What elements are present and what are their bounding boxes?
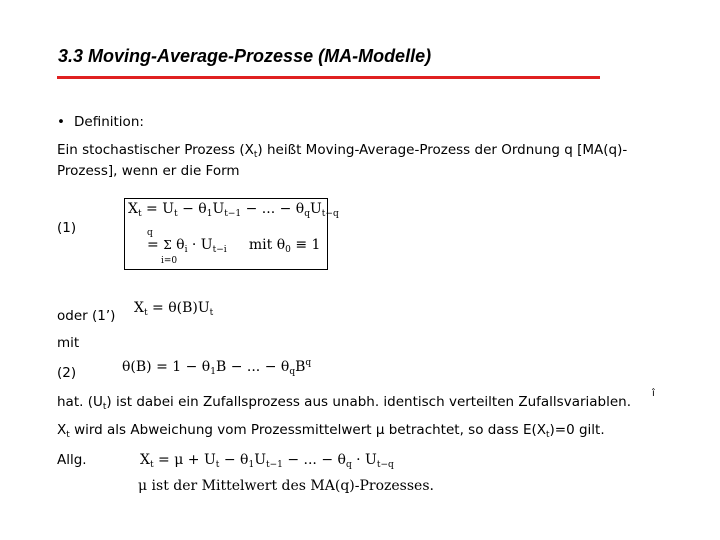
slide-title: 3.3 Moving-Average-Prozesse (MA-Modelle) <box>58 46 432 66</box>
label-mit: mit <box>57 335 80 351</box>
equation-1-line-1: $X_t = U_t - \theta_1U_{t-1}$ − ... − $\theta_qU_{t-q}$ <box>128 201 339 219</box>
equation-1-line-2: = Σ $\theta_i \cdot U_{t-i}$ mit $\theta_0 \equiv 1$ <box>147 237 321 255</box>
label-1: (1) <box>57 220 77 236</box>
hat-text-b: ) ist dabei ein Zufallsprozess aus unabh. identisch verteilten Zufallsvariablen. <box>106 394 632 410</box>
equation-1-sum-upper: q <box>147 228 153 238</box>
bullet-symbol: • <box>57 114 65 130</box>
x-text-a: X <box>57 422 67 438</box>
allg-label: Allg. <box>57 452 87 468</box>
x-text-c: )=0 gilt. <box>549 422 605 438</box>
intro-subscript: t <box>253 150 258 160</box>
equation-2: $\theta(B) = 1 - \theta_1B$ − ... − $\theta_qB^q$ <box>122 358 312 377</box>
label-1-prime: oder (1’) <box>57 308 116 324</box>
bullet-point <box>57 111 65 133</box>
intro-line-2: Prozess], wenn er die Form <box>57 163 240 179</box>
label-2: (2) <box>57 365 77 381</box>
equation-allg: $X_t = \mu + U_t - \theta_1U_{t-1}$ − ... − $\theta_q \cdot U_{t-q}$ <box>140 452 394 470</box>
x-subscript-1: t <box>66 430 70 440</box>
hat-mark: î <box>652 388 655 399</box>
x-subscript-2: t <box>546 430 550 440</box>
hat-text-a: hat. (U <box>57 394 103 410</box>
hat-line <box>57 391 631 418</box>
intro-text-a: Ein stochastischer Prozess (X <box>57 142 254 158</box>
definition-label: Definition: <box>74 114 144 130</box>
equation-allg-note: μ ist der Mittelwert des MA(q)-Prozesses. <box>138 478 434 494</box>
hat-subscript: t <box>102 402 107 412</box>
equation-1-box <box>124 198 339 270</box>
x-text-b: wird als Abweichung vom Prozessmittelwert μ betrachtet, so dass E(X <box>69 422 546 438</box>
equation-1-prime: $X_t = \theta(B)U_t$ <box>134 300 214 318</box>
intro-text-b: ) heißt Moving-Average-Prozess der Ordnung q [MA(q)- <box>257 142 628 158</box>
x-line <box>57 419 605 446</box>
title-underline <box>57 76 600 79</box>
equation-1-sum-lower: i=0 <box>161 256 178 266</box>
